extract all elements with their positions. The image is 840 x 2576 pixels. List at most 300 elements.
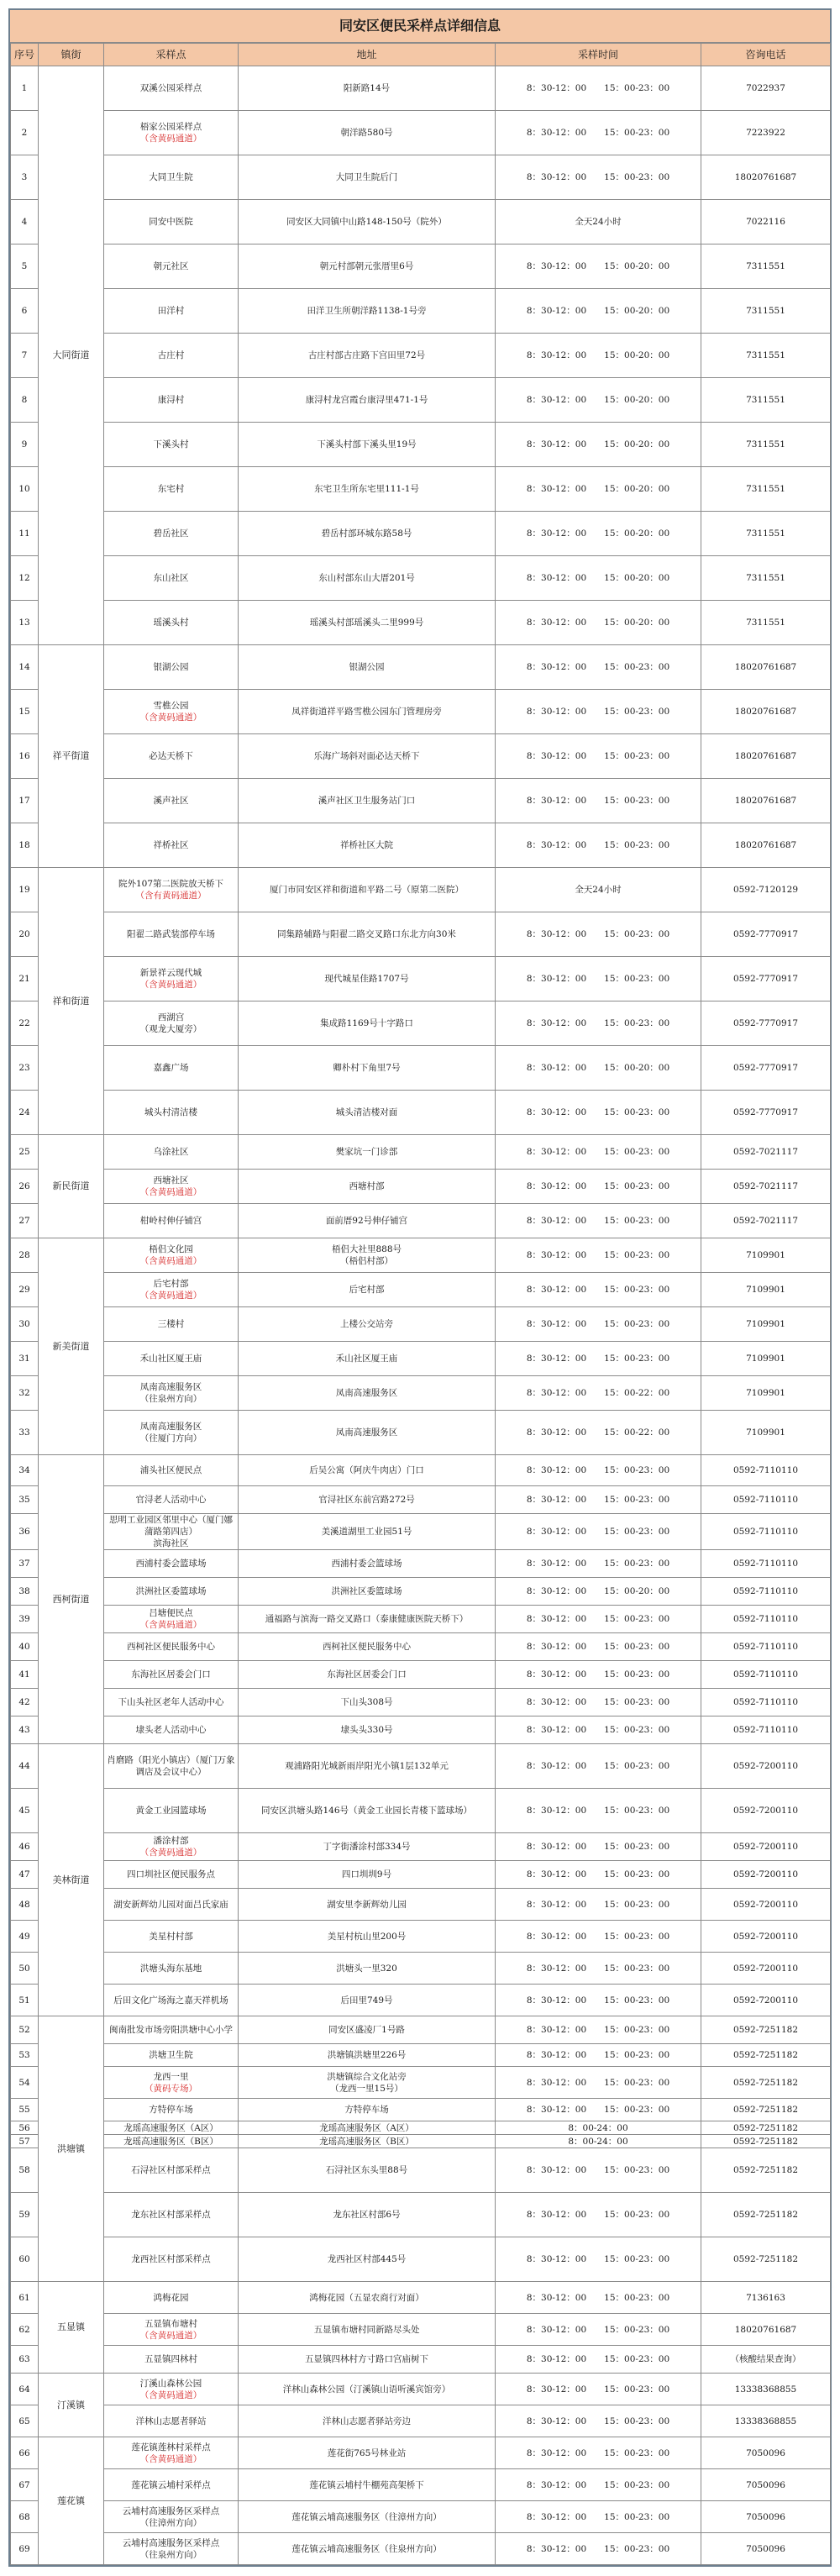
address: 美星村杭山里200号 <box>327 1931 407 1942</box>
address-cell <box>239 734 496 779</box>
site-name: 梧家公园采样点 <box>139 122 202 132</box>
street-name: 新美街道 <box>39 1238 104 1455</box>
address: 樊家坑一门诊部 <box>335 1147 398 1157</box>
row-number: 7 <box>11 334 39 378</box>
sampling-time: 8：30-12：00 15：00-23：00 <box>496 1550 701 1578</box>
address: 面前厝92号伸仔铺宫 <box>325 1216 408 1226</box>
row-number: 44 <box>11 1744 39 1789</box>
site-name: 龙瑶高速服务区（B区） <box>123 2136 218 2147</box>
site-name: 龙西一里 <box>153 2071 189 2082</box>
table-row <box>11 423 831 467</box>
table-row <box>11 2237 831 2282</box>
address-cell <box>239 1376 496 1411</box>
sampling-time: 8：30-12：00 15：00-23：00 <box>496 2533 701 2565</box>
phone: 18020761687 <box>701 155 831 200</box>
site-name: 洋林山志愿者驿站 <box>135 2416 207 2426</box>
address-cell <box>239 1307 496 1342</box>
phone: 0592-7251182 <box>701 2135 831 2148</box>
info-sheet <box>8 8 832 2567</box>
address: 集成路1169号十字路口 <box>320 1018 413 1028</box>
site-name: 肖磨路（阳光小镇店）（厦门万象调店及会议中心） <box>107 1755 235 1777</box>
phone: 0592-7200110 <box>701 1833 831 1861</box>
phone: 7109901 <box>701 1376 831 1411</box>
site-name: 龙西社区村部采样点 <box>131 2254 211 2264</box>
table-row <box>11 1238 831 1273</box>
phone: 0592-7110110 <box>701 1633 831 1661</box>
table-row <box>11 2405 831 2437</box>
address: 通福路与滨海一路交叉路口（泰康健康医院天桥下） <box>265 1614 469 1624</box>
address-cell <box>239 2314 496 2346</box>
phone: 13338368855 <box>701 2405 831 2437</box>
table-row <box>11 378 831 423</box>
address-cell <box>239 1455 496 1486</box>
row-number: 8 <box>11 378 39 423</box>
site-name-cell <box>104 1606 239 1633</box>
row-number: 6 <box>11 289 39 334</box>
row-number: 66 <box>11 2437 39 2469</box>
sampling-time: 8：30-12：00 15：00-23：00 <box>496 2099 701 2121</box>
site-name: 后宅村部 <box>153 1279 189 1289</box>
row-number: 48 <box>11 1889 39 1921</box>
site-name: 雪樵公园 <box>153 701 189 711</box>
address: 龙东社区村部6号 <box>333 2210 401 2220</box>
sampling-time: 8：30-12：00 15：00-23：00 <box>496 1486 701 1514</box>
site-name-cell <box>104 645 239 690</box>
yellow-code-note: （含黄码通道） <box>139 1256 202 1266</box>
site-name-cell <box>104 2237 239 2282</box>
phone: 0592-7251182 <box>701 2099 831 2121</box>
site-name: 下山头社区老年人活动中心 <box>118 1697 224 1707</box>
table-row <box>11 1204 831 1238</box>
site-name: 黄金工业园篮球场 <box>135 1806 207 1816</box>
address-cell <box>239 2193 496 2237</box>
row-number: 9 <box>11 423 39 467</box>
address: 后田里749号 <box>340 1995 393 2006</box>
address: 洪塘镇综合文化站旁 <box>327 2071 407 2082</box>
site-name-cell <box>104 1273 239 1307</box>
table-row <box>11 1889 831 1921</box>
phone: 18020761687 <box>701 2314 831 2346</box>
street-name: 洪塘镇 <box>39 2016 104 2282</box>
site-name: 西塘社区 <box>153 1175 189 1185</box>
row-number: 25 <box>11 1135 39 1170</box>
table-row <box>11 2067 831 2099</box>
street-name: 祥和街道 <box>39 868 104 1135</box>
sampling-time: 8：30-12：00 15：00-23：00 <box>496 1953 701 1985</box>
address-cell <box>239 1550 496 1578</box>
address-cell <box>239 556 496 601</box>
address-cell <box>239 2374 496 2405</box>
phone: 0592-7120129 <box>701 868 831 912</box>
site-name: 莲花镇云埔村采样点 <box>131 2479 211 2490</box>
sampling-time: 8：30-12：00 15：00-23：00 <box>496 1204 701 1238</box>
row-number: 28 <box>11 1238 39 1273</box>
site-name-cell <box>104 2282 239 2314</box>
site-name-cell <box>104 1578 239 1606</box>
address: 官浔社区东前宫路272号 <box>318 1495 415 1505</box>
address: 康浔村龙宫霞台康浔里471-1号 <box>305 395 428 405</box>
row-number: 49 <box>11 1921 39 1953</box>
site-name-cell <box>104 912 239 957</box>
sampling-time: 8：30-12：00 15：00-23：00 <box>496 2374 701 2405</box>
row-number: 45 <box>11 1789 39 1833</box>
phone: 0592-7021117 <box>701 1170 831 1204</box>
site-name: 吕塘便民点 <box>149 1608 193 1618</box>
site-name-cell <box>104 66 239 111</box>
address: 同集路辅路与阳翟二路交叉路口东北方向30米 <box>277 929 456 939</box>
sampling-time: 8：30-12：00 15：00-20：00 <box>496 512 701 556</box>
address-cell <box>239 1789 496 1833</box>
address-cell <box>239 2044 496 2067</box>
address-cell <box>239 779 496 823</box>
sampling-time: 8：30-12：00 15：00-20：00 <box>496 467 701 512</box>
table-row <box>11 734 831 779</box>
row-number: 63 <box>11 2346 39 2374</box>
phone: 0592-7200110 <box>701 1789 831 1833</box>
site-name: 闽南批发市场旁阳洪塘中心小学 <box>109 2025 233 2035</box>
row-number: 40 <box>11 1633 39 1661</box>
sampling-time: 8：30-12：00 15：00-23：00 <box>496 2044 701 2067</box>
address: 现代城星佳路1707号 <box>324 974 409 984</box>
site-name: 后田文化广场海之嘉天祥机场 <box>113 1995 228 2006</box>
row-number: 42 <box>11 1689 39 1716</box>
site-name-cell <box>104 1921 239 1953</box>
site-name: 龙东社区村部采样点 <box>131 2210 211 2220</box>
sampling-time: 8：30-12：00 15：00-23：00 <box>496 1833 701 1861</box>
sampling-time: 8：30-12：00 15：00-20：00 <box>496 556 701 601</box>
phone: 7050096 <box>701 2469 831 2501</box>
address: 田洋卫生所朝洋路1138-1号旁 <box>307 306 427 316</box>
site-name: 双溪公园采样点 <box>139 83 202 93</box>
table-row <box>11 66 831 111</box>
row-number: 3 <box>11 155 39 200</box>
site-name-cell <box>104 1689 239 1716</box>
address-cell <box>239 1578 496 1606</box>
address-cell <box>239 1861 496 1889</box>
row-number: 50 <box>11 1953 39 1985</box>
site-name: 云埔村高速服务区采样点 <box>122 2505 220 2516</box>
address-cell <box>239 2148 496 2193</box>
phone: 7022116 <box>701 200 831 244</box>
site-name: 瑶溪头村 <box>153 618 189 628</box>
table-row <box>11 2282 831 2314</box>
address-cell <box>239 2437 496 2469</box>
address-cell <box>239 2405 496 2437</box>
sampling-time: 8：30-12：00 15：00-23：00 <box>496 2067 701 2099</box>
site-sub: （往泉州方向） <box>139 2549 202 2560</box>
sampling-time: 8：30-12：00 15：00-23：00 <box>496 1514 701 1550</box>
site-name-cell <box>104 1411 239 1455</box>
row-number: 22 <box>11 1001 39 1046</box>
site-name-cell <box>104 601 239 645</box>
site-name-cell <box>104 1985 239 2016</box>
phone: 7311551 <box>701 334 831 378</box>
site-name: 西湖宫 <box>157 1012 185 1023</box>
table-row <box>11 1661 831 1689</box>
address: 洪塘头一里320 <box>336 1963 397 1974</box>
address: 阳新路14号 <box>343 83 391 93</box>
row-number: 12 <box>11 556 39 601</box>
phone: 0592-7110110 <box>701 1550 831 1578</box>
site-name: 潘涂村部 <box>153 1836 189 1846</box>
address: 城头清洁楼对面 <box>335 1107 398 1117</box>
yellow-code-note: （含黄码通道） <box>139 712 202 723</box>
table-row <box>11 1633 831 1661</box>
site-name-cell <box>104 1204 239 1238</box>
table-row <box>11 645 831 690</box>
site-name-cell <box>104 1953 239 1985</box>
site-name-cell <box>104 244 239 289</box>
site-name-cell <box>104 1376 239 1411</box>
site-name: 康浔村 <box>157 395 185 405</box>
phone: 7050096 <box>701 2437 831 2469</box>
phone: 0592-7110110 <box>701 1578 831 1606</box>
phone: 7223922 <box>701 111 831 155</box>
address: 东宅卫生所东宅里111-1号 <box>314 484 419 494</box>
address-cell <box>239 1744 496 1789</box>
address: 莲花街765号林业站 <box>327 2447 407 2458</box>
site-name: 官浔老人活动中心 <box>135 1495 207 1505</box>
phone: 0592-7021117 <box>701 1135 831 1170</box>
row-number: 31 <box>11 1342 39 1376</box>
table-row <box>11 512 831 556</box>
phone: 7022937 <box>701 66 831 111</box>
row-number: 29 <box>11 1273 39 1307</box>
site-name-cell <box>104 334 239 378</box>
yellow-code-note: （含黄码通道） <box>139 1848 202 1858</box>
site-name: 浦头社区便民点 <box>139 1465 202 1475</box>
sampling-time: 8：30-12：00 15：00-23：00 <box>496 1985 701 2016</box>
site-name-cell <box>104 1170 239 1204</box>
address: 厦门市同安区祥和街道和平路二号（原第二医院） <box>270 885 464 895</box>
site-name: 凤南高速服务区 <box>139 1382 202 1392</box>
sampling-time: 8：30-12：00 15：00-23：00 <box>496 2405 701 2437</box>
site-name-cell <box>104 1514 239 1550</box>
sampling-time: 8：30-12：00 15：00-23：00 <box>496 734 701 779</box>
sampling-time: 8：30-12：00 15：00-23：00 <box>496 1606 701 1633</box>
site-name-cell <box>104 378 239 423</box>
site-name: 银湖公园 <box>153 662 189 672</box>
table-row <box>11 1689 831 1716</box>
row-number: 64 <box>11 2374 39 2405</box>
address-cell <box>239 512 496 556</box>
address: 莲花镇云埔村牛棚苑高架桥下 <box>309 2479 424 2490</box>
site-name-cell <box>104 2067 239 2099</box>
site-name-cell <box>104 1633 239 1661</box>
address: 下山头308号 <box>340 1697 393 1707</box>
yellow-code-note: （含黄码通道） <box>139 1187 202 1197</box>
phone: 0592-7110110 <box>701 1455 831 1486</box>
sampling-time: 8：30-12：00 15：00-23：00 <box>496 155 701 200</box>
table-row <box>11 779 831 823</box>
row-number: 56 <box>11 2121 39 2135</box>
table-row <box>11 1985 831 2016</box>
address-cell <box>239 1135 496 1170</box>
row-number: 5 <box>11 244 39 289</box>
site-name: 洪塘卫生院 <box>149 2050 193 2060</box>
site-name-cell <box>104 1091 239 1135</box>
site-name-cell <box>104 1135 239 1170</box>
row-number: 43 <box>11 1716 39 1744</box>
site-name-cell <box>104 1861 239 1889</box>
phone: 18020761687 <box>701 779 831 823</box>
table-row <box>11 1091 831 1135</box>
address-sub: （龙西一里15号） <box>330 2083 403 2094</box>
site-name: 城头村清洁楼 <box>144 1107 197 1117</box>
address: 同安区大同镇中山路148-150号（院外） <box>286 217 447 227</box>
row-number: 18 <box>11 823 39 868</box>
phone: 7050096 <box>701 2533 831 2565</box>
address: 丁字街潘涂村部334号 <box>323 1842 411 1852</box>
phone: 0592-7110110 <box>701 1716 831 1744</box>
address: 鸿梅花园（五显农商行对面） <box>309 2292 424 2303</box>
sampling-time: 8：30-12：00 15：00-20：00 <box>496 378 701 423</box>
site-name-cell <box>104 2533 239 2565</box>
site-name-cell <box>104 823 239 868</box>
site-name-cell <box>104 1550 239 1578</box>
row-number: 55 <box>11 2099 39 2121</box>
table-row <box>11 2121 831 2135</box>
table-row <box>11 2533 831 2565</box>
row-number: 54 <box>11 2067 39 2099</box>
sampling-time: 8：30-12：00 15：00-23：00 <box>496 1716 701 1744</box>
sampling-time: 8：30-12：00 15：00-20：00 <box>496 334 701 378</box>
address: 龙瑶高速服务区（B区） <box>319 2136 414 2147</box>
site-name-cell <box>104 2099 239 2121</box>
site-sub: （往漳州方向） <box>139 2517 202 2528</box>
address-cell <box>239 912 496 957</box>
address-cell <box>239 1001 496 1046</box>
site-name: 古庄村 <box>157 350 185 360</box>
sampling-time: 8：30-12：00 15：00-23：00 <box>496 912 701 957</box>
site-name-cell <box>104 2346 239 2374</box>
sampling-time: 8：30-12：00 15：00-23：00 <box>496 1889 701 1921</box>
table-row <box>11 1861 831 1889</box>
sampling-time: 8：30-12：00 15：00-23：00 <box>496 2346 701 2374</box>
address-cell <box>239 1091 496 1135</box>
address: 下溪头村部下溪头里19号 <box>317 439 417 449</box>
address: 五显镇布塘村同新路尽头处 <box>313 2324 420 2335</box>
phone: 0592-7770917 <box>701 1091 831 1135</box>
address-cell <box>239 467 496 512</box>
row-number: 32 <box>11 1376 39 1411</box>
street-name: 大同街道 <box>39 66 104 645</box>
site-name: 洪塘头海东基地 <box>139 1963 202 1974</box>
phone: 7311551 <box>701 244 831 289</box>
sampling-time: 8：30-12：00 15：00-20：00 <box>496 1046 701 1091</box>
phone: 0592-7200110 <box>701 1861 831 1889</box>
sampling-time: 8：30-12：00 15：00-20：00 <box>496 289 701 334</box>
header-street: 镇街 <box>39 44 104 66</box>
address-cell <box>239 957 496 1001</box>
phone: 7311551 <box>701 601 831 645</box>
address: 东海社区居委会门口 <box>327 1669 407 1680</box>
phone: 0592-7770917 <box>701 912 831 957</box>
row-number: 17 <box>11 779 39 823</box>
row-number: 52 <box>11 2016 39 2044</box>
table-row <box>11 2016 831 2044</box>
phone: （核酸结果查询） <box>701 2346 831 2374</box>
table-row <box>11 200 831 244</box>
site-name: 柑岭村伸仔铺宫 <box>139 1216 202 1226</box>
phone: 0592-7200110 <box>701 1889 831 1921</box>
row-number: 57 <box>11 2135 39 2148</box>
address: 同安区洪塘头路146号（黄金工业园长青楼下篮球场） <box>260 1806 473 1816</box>
table-row <box>11 556 831 601</box>
row-number: 13 <box>11 601 39 645</box>
phone: 0592-7110110 <box>701 1606 831 1633</box>
site-name: 阳翟二路武装部停车场 <box>127 929 215 939</box>
table-row <box>11 2346 831 2374</box>
sampling-time: 8：30-12：00 15：00-23：00 <box>496 1135 701 1170</box>
table-row <box>11 601 831 645</box>
site-name: 乌涂社区 <box>153 1147 189 1157</box>
table-row <box>11 1486 831 1514</box>
address: 美溪道湖里工业园51号 <box>321 1527 412 1537</box>
sampling-time: 8：30-12：00 15：00-23：00 <box>496 1789 701 1833</box>
phone: 0592-7200110 <box>701 1953 831 1985</box>
table-row <box>11 1170 831 1204</box>
sampling-time: 8：30-12：00 15：00-23：00 <box>496 1091 701 1135</box>
site-name: 田洋村 <box>157 306 185 316</box>
row-number: 1 <box>11 66 39 111</box>
sampling-time: 8：30-12：00 15：00-23：00 <box>496 1342 701 1376</box>
header-no: 序号 <box>11 44 39 66</box>
table-row <box>11 1307 831 1342</box>
site-name-cell <box>104 2148 239 2193</box>
sampling-time: 8：30-12：00 15：00-23：00 <box>496 957 701 1001</box>
header-address: 地址 <box>239 44 496 66</box>
phone: 18020761687 <box>701 734 831 779</box>
address: 方特停车场 <box>344 2105 389 2115</box>
row-number: 47 <box>11 1861 39 1889</box>
sampling-time: 8：30-12：00 15：00-23：00 <box>496 2148 701 2193</box>
site-name: 朝元社区 <box>153 261 189 271</box>
sheet-title: 同安区便民采样点详细信息 <box>10 10 830 43</box>
table-row <box>11 155 831 200</box>
yellow-code-note: （含黄码通道） <box>139 2453 202 2464</box>
address-cell <box>239 200 496 244</box>
phone: 0592-7021117 <box>701 1204 831 1238</box>
row-number: 61 <box>11 2282 39 2314</box>
street-name: 美林街道 <box>39 1744 104 2016</box>
sampling-time: 8：30-12：00 15：00-23：00 <box>496 1861 701 1889</box>
row-number: 11 <box>11 512 39 556</box>
phone: 0592-7251182 <box>701 2148 831 2193</box>
site-name: 三楼村 <box>157 1319 185 1329</box>
row-number: 68 <box>11 2501 39 2533</box>
address: 大同卫生院后门 <box>335 172 398 182</box>
address-cell <box>239 2501 496 2533</box>
site-name: 方特停车场 <box>149 2105 193 2115</box>
address-cell <box>239 1238 496 1273</box>
address: 梧侣大社里888号 <box>331 1244 402 1254</box>
row-number: 26 <box>11 1170 39 1204</box>
address: 四口圳圳9号 <box>341 1869 392 1879</box>
row-number: 15 <box>11 690 39 734</box>
site-name-cell <box>104 2405 239 2437</box>
site-sub: （观龙大厦旁） <box>139 1024 202 1034</box>
sampling-time: 8：30-12：00 15：00-20：00 <box>496 1578 701 1606</box>
street-name: 五显镇 <box>39 2282 104 2374</box>
address-cell <box>239 1953 496 1985</box>
phone: 7311551 <box>701 289 831 334</box>
site-name: 西浦村委会篮球场 <box>135 1559 207 1569</box>
address-cell <box>239 2237 496 2282</box>
site-name-cell <box>104 1889 239 1921</box>
sampling-time: 8：30-12：00 15：00-23：00 <box>496 2016 701 2044</box>
address-cell <box>239 2067 496 2099</box>
